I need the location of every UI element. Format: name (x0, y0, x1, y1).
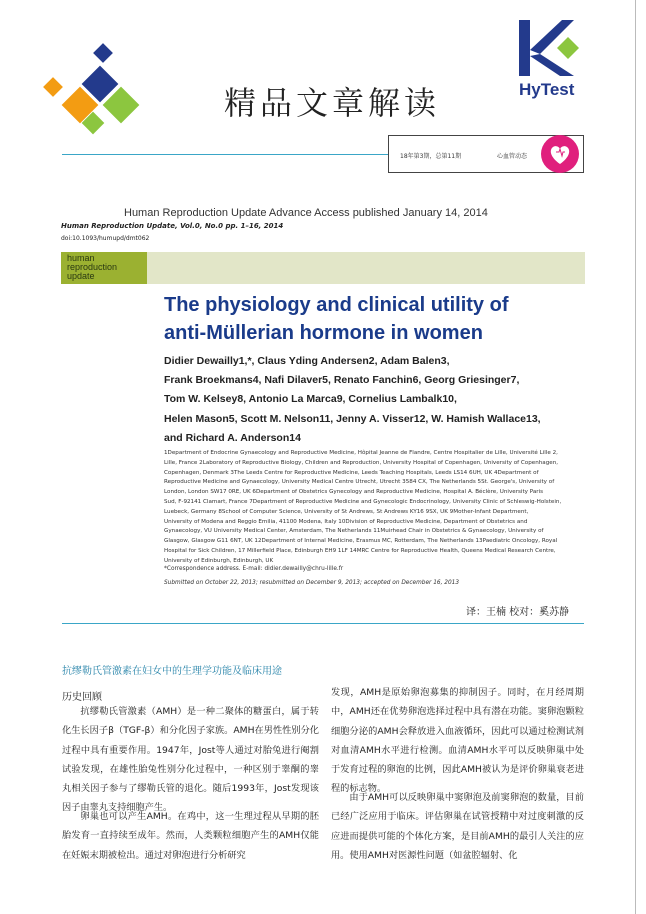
hytest-logo-mark (512, 18, 582, 80)
page-heading: 精品文章解读 (224, 84, 441, 122)
submission-dates: Submitted on October 22, 2013; resubmitted on December 9, 2013; accepted on December 16, 2013 (164, 580, 460, 586)
author-line: Frank Broekmans4, Nafi Dilaver5, Renato Fanchin6, Georg Griesinger7, (164, 374, 520, 387)
journal-logo-line: human (67, 253, 95, 263)
affiliation-line: Hospital for Sick Children, 17 Millerfield Place, Edinburgh EH9 1LF 14MRC Centre for Reproductive Health, Queens Medical Research Centre, (164, 547, 556, 554)
article-title-line: anti-Müllerian hormone in women (164, 322, 483, 344)
section-heading: 历史回顾 (62, 692, 102, 703)
advance-access-line: Human Reproduction Update Advance Access published January 14, 2014 (124, 207, 488, 219)
affiliation-line: Copenhagen, Denmark 3The Leeds Centre for Reproductive Medicine, Leeds Teaching Hospitals, Leeds LS14 6UH, UK 4Department of (164, 469, 539, 476)
journal-citation: Human Reproduction Update, Vol.0, No.0 pp. 1–16, 2014 (61, 222, 284, 230)
journal-logo-line: reproduction (67, 262, 118, 272)
body-paragraph: 发现，AMH是原始卵泡募集的抑制因子。同时，在月经周期中，AMH还在优势卵泡选择过程中具有潜在功能。窦卵泡颗粒细胞分泌的AMH会释放进入血液循环，因此可以通过检测试剂对血清AMH水平进行检测。血清AMH水平可以反映卵巢中处于发育过程的卵泡的比例，因此AMH被认为是评价卵巢衰老进程的标志物。 (331, 687, 584, 795)
affiliation-line: Luebeck, Germany 8School of Computer Science, University of St Andrews, St Andrews KY16 9SX, UK 9Mother-Infant Department, (164, 508, 529, 515)
affiliation-line: London, London SW17 0RE, UK 6Department of Obstetrics Gynecology and Reproductive Medicine, Hospital A. Béclère, University Paris (164, 489, 544, 496)
decor-tile-blue-2 (93, 43, 113, 63)
author-line: Didier Dewailly1,*, Claus Yding Andersen2, Adam Balen3, (164, 355, 450, 367)
issue-label: 18年第3期，总第11期 (400, 153, 462, 160)
article-title-line: The physiology and clinical utility of (164, 294, 509, 316)
brand-name: HyTest (519, 80, 575, 99)
journal-logo-line: update (67, 271, 95, 281)
affiliation-line: 1Department of Endocrine Gynaecology and Reproductive Medicine, Hôpital Jeanne de Flandre, Centre Hospitalier de Lille, Université Lille 2, (164, 450, 558, 456)
author-list (164, 352, 588, 448)
heart-icon (540, 134, 580, 174)
chinese-title: 抗缪勒氏管激素在妇女中的生理学功能及临床用途 (62, 666, 282, 677)
correspondence: *Correspondence address. E-mail: didier.dewailly@chru-lille.fr (164, 566, 344, 572)
doi: doi:10.1093/humupd/dmt062 (61, 235, 150, 242)
article-title (164, 291, 584, 347)
affiliation-line: University of Edinburgh, Edinburgh, UK (164, 557, 274, 564)
column-label: 心血管动态 (497, 153, 528, 160)
author-line: and Richard A. Anderson14 (164, 431, 301, 444)
affiliations (164, 449, 586, 567)
body-paragraph: 抗缪勒氏管激素（AMH）是一种二聚体的糖蛋白，属于转化生长因子β（TGF-β）和分化因子家族。AMH在男性性别分化过程中具有重要作用。1947年，Jost等人通过对胎兔进行阉割试验发现，在雄性胎兔性别分化过程中，一种区别于睾酮的睾丸相关因子参与了缪勒氏管的退化。随后1993年，Jost发现该因子由睾丸支持细胞产生。 (62, 706, 319, 814)
body-paragraph: 由于AMH可以反映卵巢中窦卵泡及前窦卵泡的数量，目前已经广泛应用于临床。评估卵巢在试管授精中对过度刺激的反应进而提供可能的个体化方案，是目前AMH的最引人关注的应用。使用AMH对医源性问题（如盆腔辐射、化 (331, 792, 584, 861)
affiliation-line: Reproductive Medicine and Gynaecology, University Medical Centre Utrecht, Utrecht 3584 CX, The Netherlands 5St. George's, University of (164, 479, 555, 486)
body-paragraph: 卵巢也可以产生AMH。在鸡中，这一生理过程从早期的胚胎发育一直持续至成年。然而，人类颗粒细胞产生的AMH仅能在妊娠末期被检出。通过对卵泡进行分析研究 (62, 811, 319, 861)
affiliation-line: Lille, France 2Laboratory of Reproductive Biology, Children and Reproduction, University Hospital of Copenhagen, University of Copenhagen, (164, 459, 559, 466)
section-rule (62, 623, 584, 624)
page-edge (635, 0, 636, 914)
affiliation-line: Gynaecology, VU University Medical Center, Amsterdam, The Netherlands 11Muirhead Chair in Obstetrics & Gynaecology, University of (164, 528, 544, 535)
journal-logo-text (67, 254, 117, 281)
translator-credits: 译：王楠 校对：奚苏静 (466, 607, 570, 618)
decor-tile-orange-2 (43, 77, 63, 97)
author-line: Tom W. Kelsey8, Antonio La Marca9, Cornelius Lambalk10, (164, 393, 457, 406)
affiliation-line: University of Modena and Reggio Emilia, 41100 Modena, Italy 10Division of Reproductive Medicine, Department of Obstetrics and (164, 518, 528, 525)
left-decor-logo (0, 0, 150, 150)
header-rule-left (62, 154, 388, 155)
affiliation-line: Glasgow, Glasgow G11 6NT, UK 12Department of Internal Medicine, Erasmus MC, Rotterdam, The Netherlands 13Paediatric Oncology, Royal (164, 538, 558, 545)
author-line: Helen Mason5, Scott M. Nelson11, Jenny A. Visser12, W. Hamish Wallace13, (164, 412, 541, 425)
affiliation-line: Sud, F-92141 Clamart, France 7Department of Reproductive Medicine and Gynecologic Endocrinology, University Clinic of Schleswig-Holstein, (164, 498, 562, 505)
